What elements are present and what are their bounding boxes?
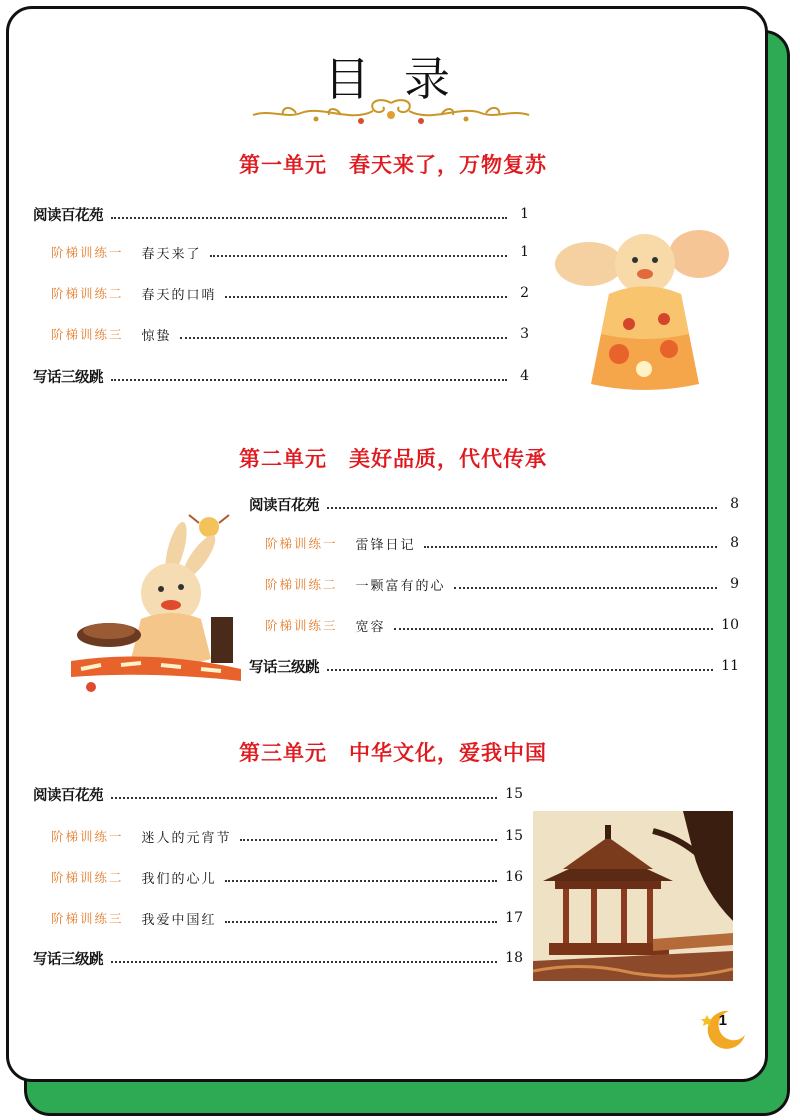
toc-entry[interactable]	[33, 783, 523, 805]
toc-entry[interactable]	[51, 241, 529, 263]
entry-page: 1	[520, 206, 529, 222]
toc-entry[interactable]	[265, 614, 739, 636]
entry-page: 11	[721, 658, 739, 674]
entry-label: 我们的心儿	[141, 871, 217, 887]
toc-entry[interactable]	[51, 825, 523, 847]
unit-1-title: 第一单元 春天来了，万物复苏	[239, 152, 547, 177]
entry-label: 惊蛰	[141, 328, 172, 344]
entry-tag: 阶梯训练三	[265, 618, 338, 633]
entry-label: 写话三级跳	[249, 659, 319, 676]
dot-leader	[111, 371, 507, 381]
entry-label: 迷人的元宵节	[141, 830, 232, 846]
unit-3-title: 第三单元 中华文化，爱我中国	[239, 740, 547, 765]
entry-tag: 阶梯训练一	[265, 536, 338, 551]
toc-entry[interactable]	[51, 323, 529, 345]
toc-entry[interactable]	[33, 203, 529, 225]
entry-label: 写话三级跳	[33, 951, 103, 968]
entry-tag: 阶梯训练一	[51, 829, 124, 844]
dot-leader	[225, 872, 498, 882]
dot-leader	[111, 953, 497, 963]
dot-leader	[225, 913, 498, 923]
toc-entry[interactable]	[265, 573, 739, 595]
entry-page: 16	[505, 869, 523, 885]
entry-page: 15	[505, 828, 523, 844]
entry-label: 春天的口哨	[141, 287, 217, 303]
toc-entry[interactable]	[33, 947, 523, 969]
entry-label: 我爱中国红	[141, 912, 217, 928]
toc-entry[interactable]	[51, 907, 523, 929]
entry-page: 18	[505, 950, 523, 966]
dot-leader	[111, 789, 497, 799]
entry-label: 宽容	[355, 619, 386, 635]
entry-label: 阅读百花苑	[33, 207, 103, 224]
entry-tag: 阶梯训练二	[51, 286, 124, 301]
entry-label: 阅读百花苑	[249, 497, 319, 514]
entry-page: 9	[730, 576, 739, 592]
dot-leader	[210, 247, 507, 257]
pavilion-photo	[533, 811, 733, 981]
cartoon-bear-illustration	[549, 224, 739, 394]
entry-label: 写话三级跳	[33, 369, 103, 386]
title-ornament-icon	[241, 95, 541, 129]
entry-label: 雷锋日记	[355, 537, 416, 553]
page-number: 1	[718, 1012, 727, 1029]
dot-leader	[240, 831, 498, 841]
entry-page: 4	[520, 368, 529, 384]
dot-leader	[111, 209, 507, 219]
entry-page: 1	[520, 244, 529, 260]
entry-label: 春天来了	[141, 246, 202, 262]
toc-entry[interactable]	[249, 655, 739, 677]
dot-leader	[225, 288, 507, 298]
entry-page: 2	[520, 285, 529, 301]
dot-leader	[327, 499, 717, 509]
entry-page: 8	[730, 535, 739, 551]
entry-page: 8	[730, 496, 739, 512]
entry-tag: 阶梯训练三	[51, 911, 124, 926]
entry-page: 10	[721, 617, 739, 633]
entry-tag: 阶梯训练二	[265, 577, 338, 592]
entry-page: 3	[520, 326, 529, 342]
toc-entry[interactable]	[33, 365, 529, 387]
page-title: 目录	[324, 52, 484, 106]
toc-entry[interactable]	[51, 282, 529, 304]
entry-label: 阅读百花苑	[33, 787, 103, 804]
entry-tag: 阶梯训练三	[51, 327, 124, 342]
dot-leader	[454, 579, 717, 589]
toc-page	[6, 6, 768, 1082]
cartoon-rabbit-illustration	[61, 509, 246, 694]
entry-label: 一颗富有的心	[355, 578, 446, 594]
dot-leader	[424, 538, 717, 548]
dot-leader	[327, 661, 713, 671]
dot-leader	[394, 620, 714, 630]
unit-2-title: 第二单元 美好品质，代代传承	[239, 446, 547, 471]
toc-entry[interactable]	[249, 493, 739, 515]
toc-entry[interactable]	[265, 532, 739, 554]
toc-entry[interactable]	[51, 866, 523, 888]
entry-page: 17	[505, 910, 523, 926]
entry-tag: 阶梯训练一	[51, 245, 124, 260]
entry-page: 15	[505, 786, 523, 802]
entry-tag: 阶梯训练二	[51, 870, 124, 885]
dot-leader	[180, 329, 507, 339]
